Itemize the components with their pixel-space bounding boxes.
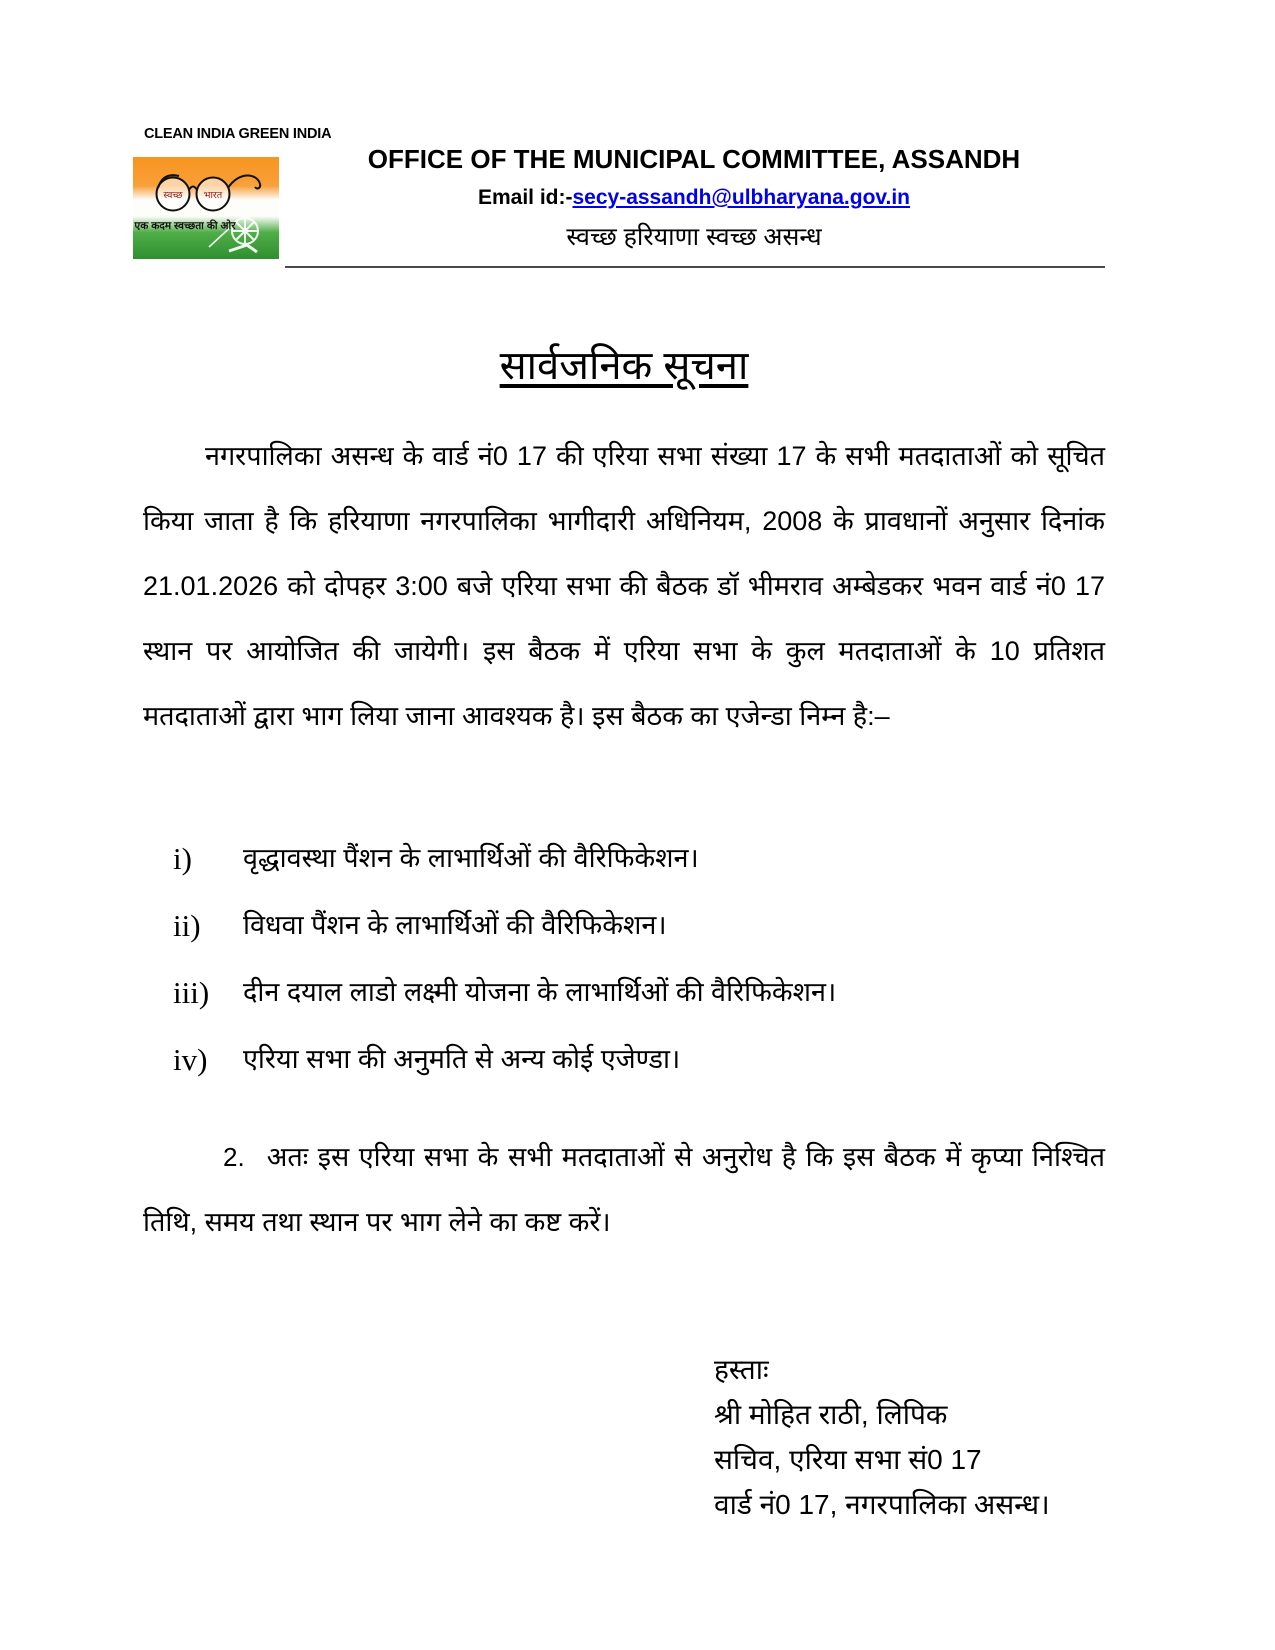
notice-paragraph-2 [143,1125,1105,1255]
hindi-subtitle: स्वच्छ हरियाणा स्वच्छ असन्ध [566,223,822,251]
paragraph-2-number: 2. [223,1142,245,1172]
email-link[interactable]: secy-assandh@ulbharyana.gov.in [572,186,911,209]
signature-block [714,1347,1050,1527]
lens-right-text: भारत [203,190,223,201]
agenda-item-3 [143,972,1105,1013]
swachh-bharat-logo [133,157,279,259]
signature-line-4: वार्ड नं0 17, नगरपालिका असन्ध। [714,1489,1050,1520]
logo-caption-text: एक कदम स्वच्छता की ओर [134,220,236,232]
office-title: OFFICE OF THE MUNICIPAL COMMITTEE, ASSANDH [367,144,1021,174]
agenda-numeral-1: i) [173,841,192,876]
agenda-list [143,838,1105,1106]
agenda-numeral-3: iii) [173,975,210,1010]
agenda-item-1 [143,838,1105,879]
lens-left-text: स्वच्छ [163,190,183,201]
header [280,144,1108,253]
notice-title: सार्वजनिक सूचना [499,344,749,388]
agenda-numeral-2: ii) [173,908,201,943]
agenda-text-2: विधवा पैंशन के लाभार्थिओं की वैरिफिकेशन। [243,910,667,940]
agenda-item-4 [143,1039,1105,1080]
agenda-item-2 [143,905,1105,946]
swachh-bharat-logo-graphic [133,157,279,259]
email-line [280,186,1108,210]
signature-line-1: हस्ताः [714,1354,769,1385]
email-label: Email id:- [477,186,573,209]
clean-india-tagline: CLEAN INDIA GREEN INDIA [144,126,332,142]
agenda-numeral-4: iv) [173,1042,208,1077]
agenda-text-1: वृद्धावस्था पैंशन के लाभार्थिओं की वैरिफिकेशन। [243,843,699,873]
signature-line-3: सचिव, एरिया सभा सं0 17 [714,1444,982,1475]
header-divider [285,266,1105,268]
signature-line-2: श्री मोहित राठी, लिपिक [714,1399,948,1430]
agenda-text-3: दीन दयाल लाडो लक्ष्मी योजना के लाभार्थिओं की वैरिफिकेशन। [243,977,837,1007]
paragraph-2-text: अतः इस एरिया सभा के सभी मतदाताओं से अनुरोध है कि इस बैठक में कृप्या निश्चित तिथि, समय तथा स्थान पर भाग लेने का कष्ट करें। [143,1142,1105,1237]
notice-paragraph-1: नगरपालिका असन्ध के वार्ड नं0 17 की एरिया सभा संख्या 17 के सभी मतदाताओं को सूचित किया जाता है कि हरियाणा नगरपालिका भागीदारी अधिनियम, 2008 के प्रावधानों अनुसार दिनांक 21.01.2026 को दोपहर 3:00 बजे एरिया सभा की बैठक डॉ भीमराव अम्बेडकर भवन वार्ड नं0 17 स्थान पर आयोजित की जायेगी। इस बैठक में एरिया सभा के कुल मतदाताओं के 10 प्रतिशत मतदाताओं द्वारा भाग लिया जाना आवश्यक है। इस बैठक का एजेन्डा निम्न है:– [143,441,1105,731]
agenda-text-4: एरिया सभा की अनुमति से अन्य कोई एजेण्डा। [243,1044,681,1074]
